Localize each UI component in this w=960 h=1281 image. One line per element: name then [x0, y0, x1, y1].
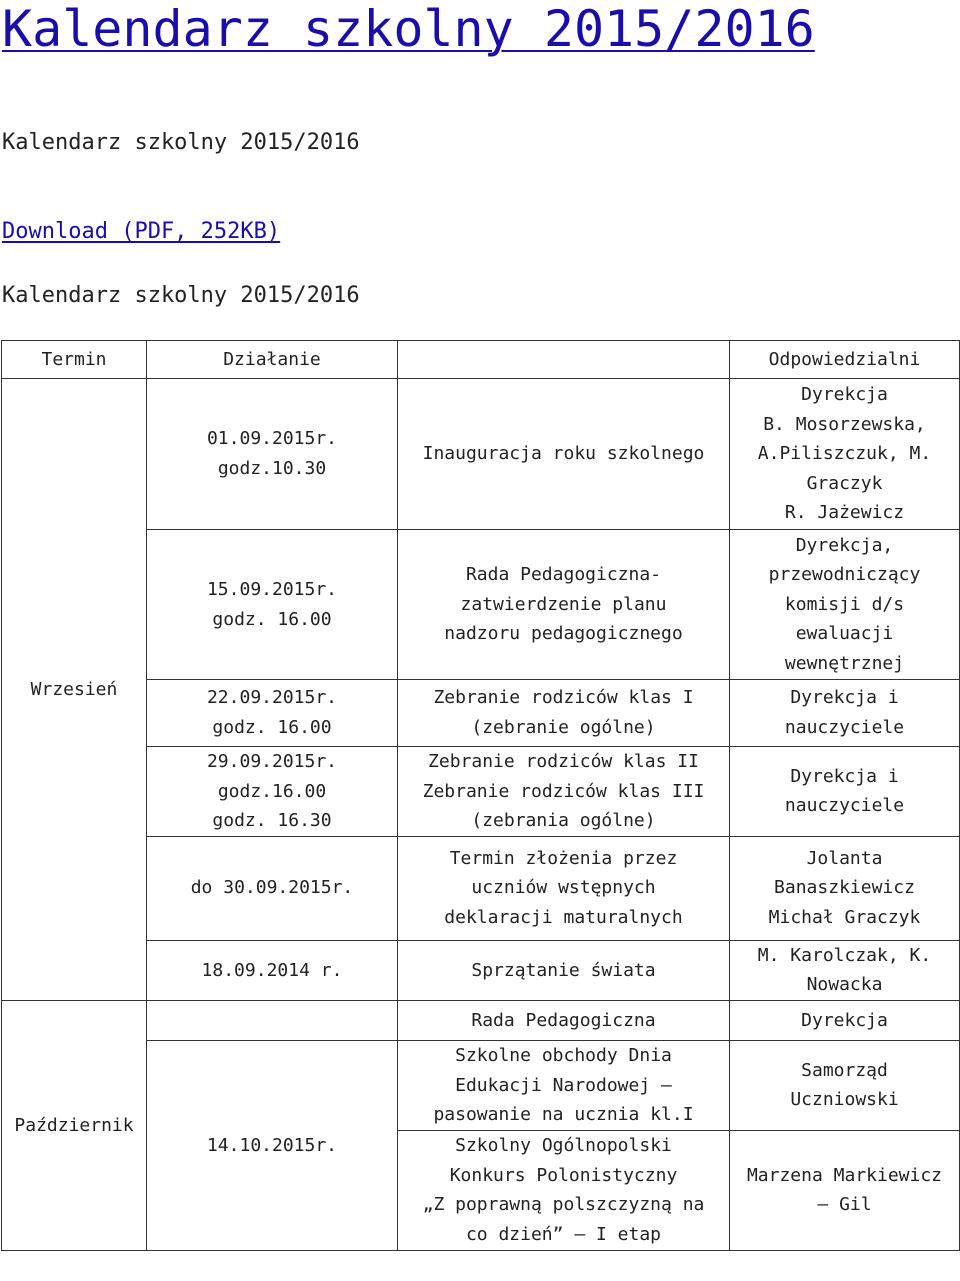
- table-row: [2, 379, 960, 530]
- table-caption: Kalendarz szkolny 2015/2016: [2, 283, 360, 308]
- header-empty: [398, 341, 730, 379]
- header-odpowiedzialni: Odpowiedzialni: [730, 341, 960, 379]
- action-cell: Sprzątanie świata: [398, 940, 730, 1000]
- responsible-cell: Samorząd Uczniowski: [730, 1040, 960, 1130]
- header-dzialanie: Działanie: [147, 341, 398, 379]
- action-cell: Szkolny Ogólnopolski Konkurs Polonistyczny „Z poprawną polszczyzną na co dzień” – I etap: [398, 1130, 730, 1250]
- date-cell: 01.09.2015r. godz.10.30: [147, 379, 398, 530]
- page-title[interactable]: Kalendarz szkolny 2015/2016: [2, 0, 815, 58]
- page-subtitle: Kalendarz szkolny 2015/2016: [2, 130, 360, 155]
- download-pdf-link[interactable]: Download (PDF, 252KB): [2, 219, 281, 244]
- responsible-cell: Dyrekcja i nauczyciele: [730, 747, 960, 837]
- table-header-row: [2, 341, 960, 379]
- action-cell: Termin złożenia przez uczniów wstępnych deklaracji maturalnych: [398, 836, 730, 940]
- action-cell: Inauguracja roku szkolnego: [398, 379, 730, 530]
- date-cell: 18.09.2014 r.: [147, 940, 398, 1000]
- responsible-cell: Marzena Markiewicz – Gil: [730, 1130, 960, 1250]
- date-cell: 22.09.2015r. godz. 16.00: [147, 680, 398, 747]
- responsible-cell: Jolanta Banaszkiewicz Michał Graczyk: [730, 836, 960, 940]
- action-cell: Rada Pedagogiczna- zatwierdzenie planu nadzoru pedagogicznego: [398, 530, 730, 680]
- responsible-cell: Dyrekcja: [730, 1000, 960, 1040]
- responsible-cell: Dyrekcja, przewodniczący komisji d/s ewaluacji wewnętrznej: [730, 530, 960, 680]
- table-row: [2, 1000, 960, 1040]
- action-cell: Rada Pedagogiczna: [398, 1000, 730, 1040]
- date-cell-empty: [147, 1000, 398, 1040]
- month-cell-pazdziernik: Październik: [2, 1000, 147, 1250]
- action-cell: Zebranie rodziców klas I (zebranie ogólne): [398, 680, 730, 747]
- school-calendar-table: [1, 340, 960, 1251]
- header-termin: Termin: [2, 341, 147, 379]
- month-cell-wrzesien: Wrzesień: [2, 379, 147, 1001]
- responsible-cell: M. Karolczak, K. Nowacka: [730, 940, 960, 1000]
- action-cell: Szkolne obchody Dnia Edukacji Narodowej – pasowanie na ucznia kl.I: [398, 1040, 730, 1130]
- responsible-cell: Dyrekcja i nauczyciele: [730, 680, 960, 747]
- date-cell: 14.10.2015r.: [147, 1040, 398, 1250]
- action-cell: Zebranie rodziców klas II Zebranie rodziców klas III (zebrania ogólne): [398, 747, 730, 837]
- date-cell: 15.09.2015r. godz. 16.00: [147, 530, 398, 680]
- date-cell: do 30.09.2015r.: [147, 836, 398, 940]
- responsible-cell: Dyrekcja B. Mosorzewska, A.Piliszczuk, M. Graczyk R. Jażewicz: [730, 379, 960, 530]
- date-cell: 29.09.2015r. godz.16.00 godz. 16.30: [147, 747, 398, 837]
